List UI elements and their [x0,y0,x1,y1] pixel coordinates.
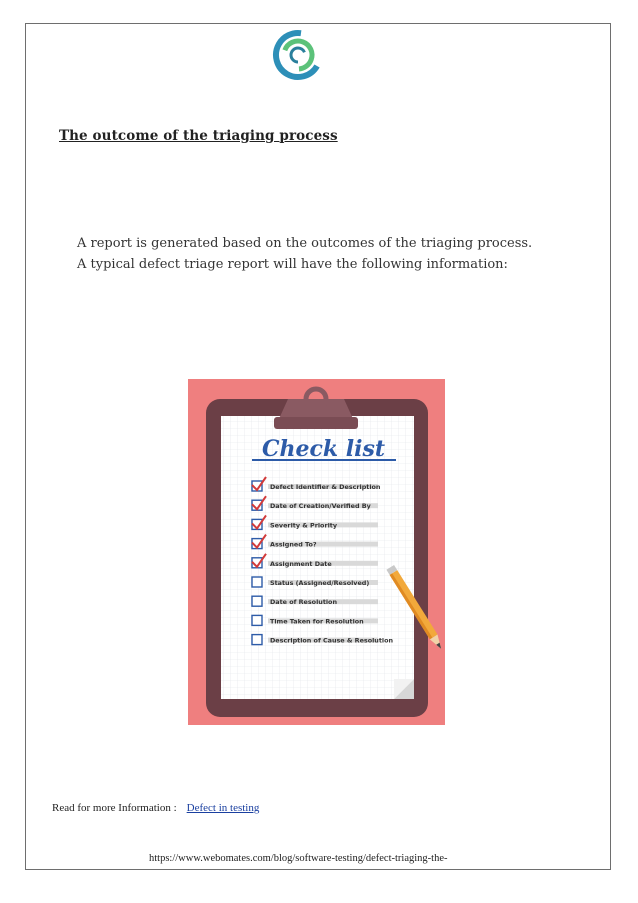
checkbox-icon [252,615,262,625]
logo-icon [272,28,324,82]
checkbox-icon [252,596,262,606]
checklist-illustration [188,379,445,725]
checklist-item-label: Severity & Priority [270,521,338,530]
checklist-item-label: Date of Resolution [270,598,338,607]
checklist-item [252,635,393,645]
checkbox-icon [252,577,262,587]
source-url: https://www.webomates.com/blog/software-testing/defect-triaging-the- [149,853,448,864]
intro-line-1: A report is generated based on the outcomes of the triaging process. [77,236,533,251]
more-info-label: Read for more Information : [52,802,177,814]
more-info-line [52,802,259,814]
more-info-link[interactable]: Defect in testing [186,802,260,814]
checklist-item [252,615,378,625]
checklist-item-label: Defect Identifier & Description [270,483,381,491]
checklist-item-label: Description of Cause & Resolution [270,636,394,645]
section-heading: The outcome of the triaging process [59,128,338,144]
checklist-item-label: Time Taken for Resolution [270,617,364,626]
intro-line-2: A typical defect triage report will have the following information: [77,257,508,272]
checklist-item [252,577,378,587]
checklist-item-label: Assigned To? [270,540,317,549]
checklist-item-label: Assignment Date [270,559,332,568]
checklist-item-label: Date of Creation/Verified By [270,502,371,511]
checkbox-icon [252,635,262,645]
checklist-item-label: Status (Assigned/Resolved) [270,579,370,587]
checklist-title: Check list [262,436,386,462]
intro-paragraph [77,233,532,275]
